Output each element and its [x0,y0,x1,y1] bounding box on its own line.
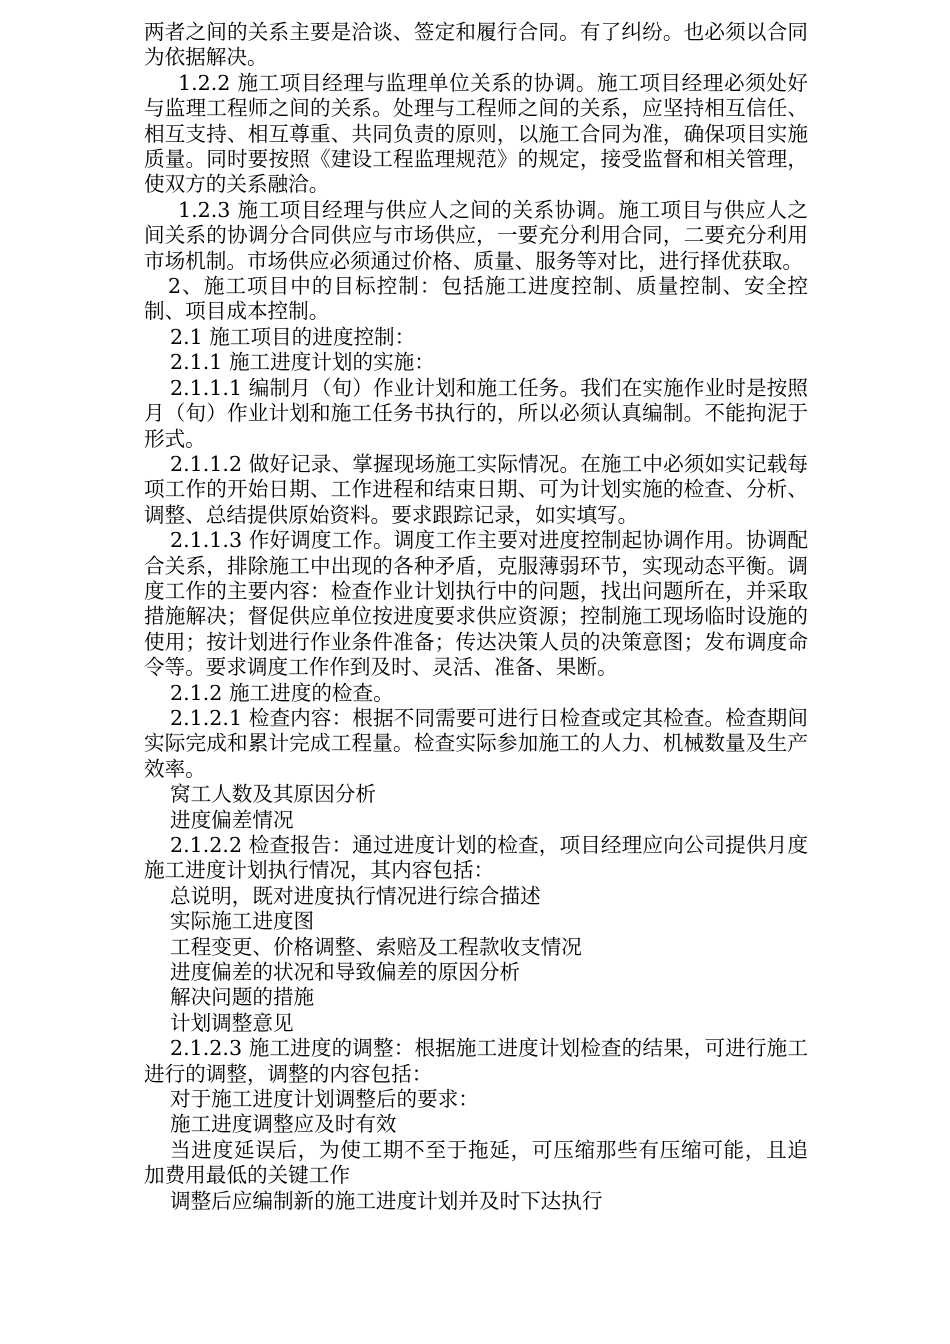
paragraph-10: 2.1.2.1 检查内容：根据不同需要可进行日检查或定其检查。检查期间实际完成和累计完成工程量。检查实际参加施工的人力、机械数量及生产效率。 [144,705,808,781]
paragraph-6: 2.1.1.1 编制月（旬）作业计划和施工任务。我们在实施作业时是按照月（旬）作业计划和施工任务书执行的，所以必须认真编制。不能拘泥于形式。 [144,375,808,451]
list-item: 进度偏差情况 [170,807,294,832]
paragraph-2: 1.2.3 施工项目经理与供应人之间的关系协调。施工项目与供应人之间关系的协调分合同供应与市场供应，一要充分利用合同，二要充分利用市场机制。市场供应必须通过价格、质量、服务等对比，进行择优获取。 [144,197,808,273]
heading-2-1-1: 2.1.1 施工进度计划的实施： [170,350,435,375]
list-item: 工程变更、价格调整、索赔及工程款收支情况 [170,934,582,959]
list-item: 施工进度调整应及时有效 [170,1112,397,1137]
paragraph-3: 2、施工项目中的目标控制：包括施工进度控制、质量控制、安全控制、项目成本控制。 [144,274,808,324]
list-item: 解决问题的措施 [170,985,315,1010]
list-item: 调整后应编制新的施工进度计划并及时下达执行 [170,1188,603,1213]
list-item: 计划调整意见 [170,1010,294,1035]
paragraph-7: 2.1.1.2 做好记录、掌握现场施工实际情况。在施工中必须如实记载每项工作的开始日期、工作进程和结束日期、可为计划实施的检查、分析、调整、总结提供原始资料。要求跟踪记录，如实填写。 [144,451,808,527]
list-item: 实际施工进度图 [170,909,315,934]
paragraph-1: 1.2.2 施工项目经理与监理单位关系的协调。施工项目经理必须处好与监理工程师之间的关系。处理与工程师之间的关系，应坚持相互信任、相互支持、相互尊重、共同负责的原则，以施工合同为准，确保项目实施质量。同时要按照《建设工程监理规范》的规定，接受监督和相关管理，使双方的关系融洽。 [144,70,808,197]
list-item: 当进度延误后，为使工期不至于拖延，可压缩那些有压缩可能，且追加费用最低的关键工作 [144,1137,808,1188]
paragraph-0: 两者之间的关系主要是洽谈、签定和履行合同。有了纠纷。也必须以合同为依据解决。 [144,20,808,70]
paragraph-13: 2.1.2.2 检查报告：通过进度计划的检查，项目经理应向公司提供月度施工进度计划执行情况，其内容包括： [144,833,808,883]
paragraph-8: 2.1.1.3 作好调度工作。调度工作主要对进度控制起协调作用。协调配合关系，排除施工中出现的各种矛盾，克服薄弱环节，实现动态平衡。调度工作的主要内容：检查作业计划执行中的问题，找出问题所在，并采取措施解决；督促供应单位按进度要求供应资源；控制施工现场临时设施的使用；按计划进行作业条件准备；传达决策人员的决策意图；发布调度命令等。要求调度工作作到及时、灵活、准备、果断。 [144,528,808,680]
heading-2-1: 2.1 施工项目的进度控制： [170,324,416,349]
list-item: 窝工人数及其原因分析 [170,782,376,807]
document-page [144,20,808,1214]
paragraph-20: 2.1.2.3 施工进度的调整：根据施工进度计划检查的结果，可进行施工进行的调整，调整的内容包括： [144,1036,808,1086]
list-item: 进度偏差的状况和导致偏差的原因分析 [170,960,521,985]
list-item: 对于施工进度计划调整后的要求： [170,1087,479,1112]
list-item: 总说明，既对进度执行情况进行综合描述 [170,883,541,908]
heading-2-1-2: 2.1.2 施工进度的检查。 [170,680,394,705]
